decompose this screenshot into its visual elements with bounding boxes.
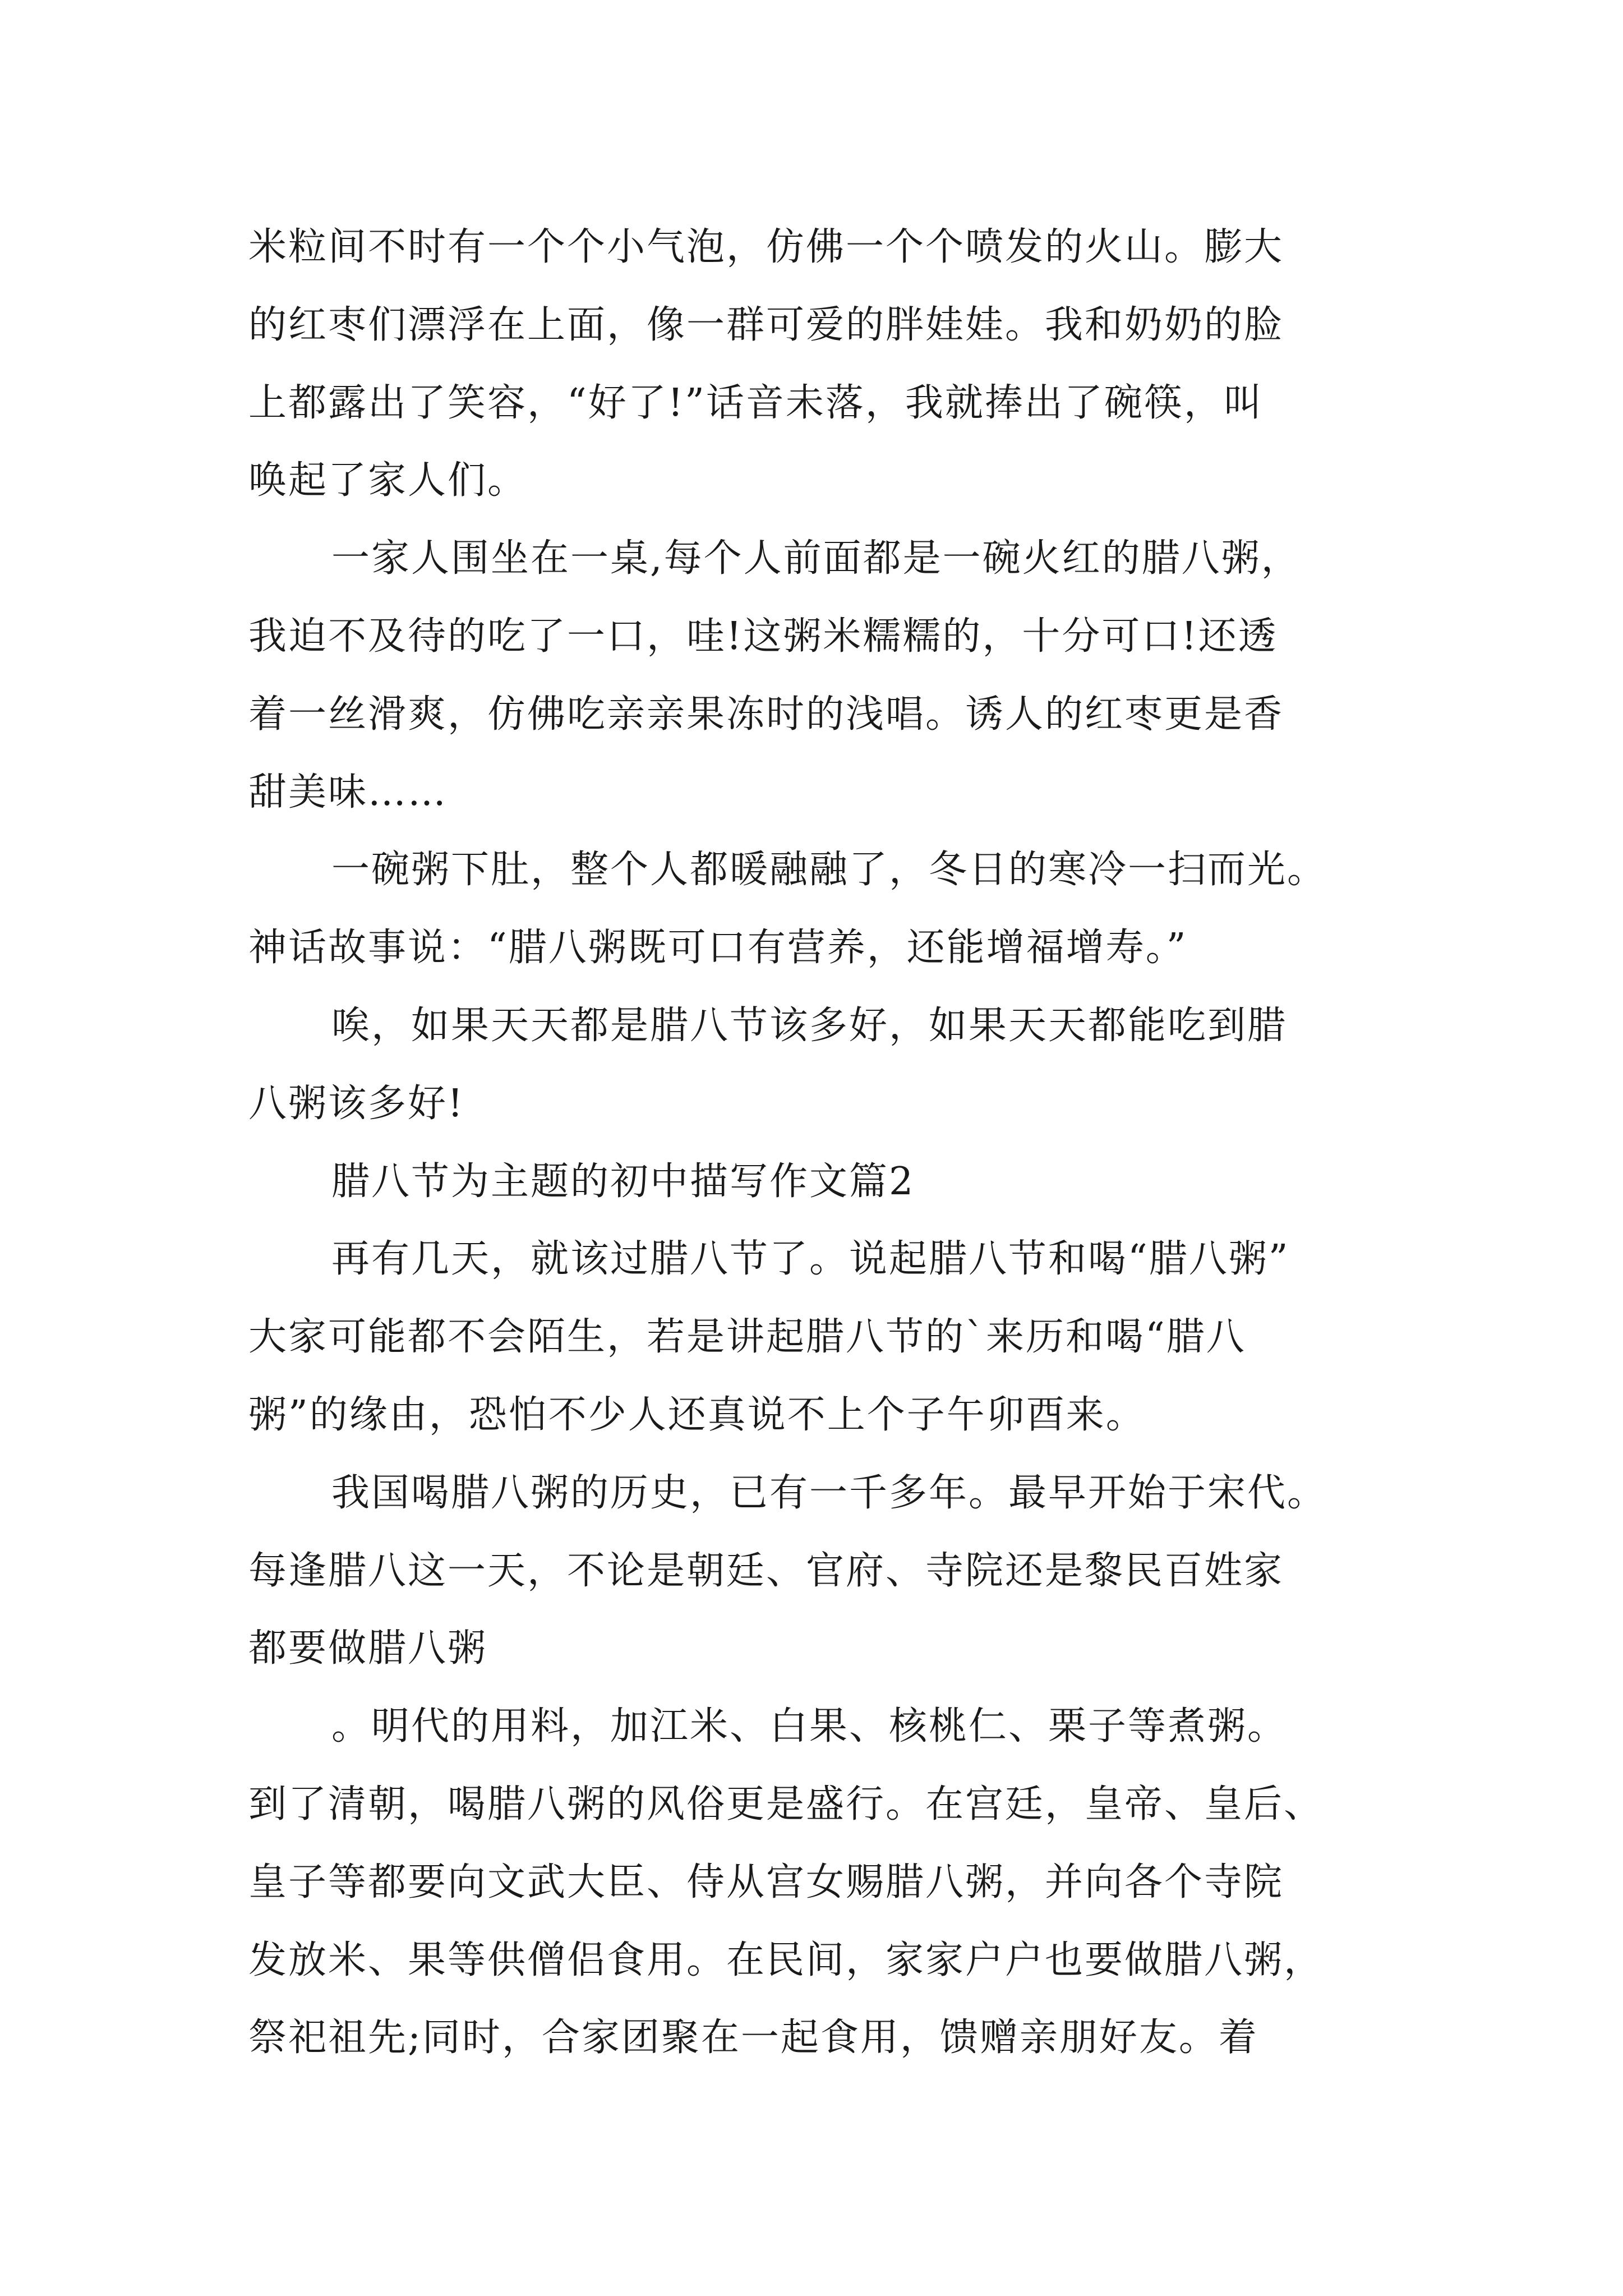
text-line: 唤起了家人们。 bbox=[248, 458, 528, 503]
section-heading: 腊八节为主题的初中描写作文篇2 bbox=[331, 1159, 915, 1204]
essay-body bbox=[248, 209, 1393, 2077]
text-line: 着一丝滑爽，仿佛吃亲亲果冻时的浅唱。诱人的红枣更是香 bbox=[248, 692, 1284, 737]
text-line: 我迫不及待的吃了一口，哇!这粥米糯糯的，十分可口!还透 bbox=[248, 614, 1278, 659]
text-line: 上都露出了笑容，“好了!”话音未落，我就捧出了碗筷，叫 bbox=[248, 380, 1264, 425]
text-line: 祭祀祖先;同时，合家团聚在一起食用，馈赠亲朋好友。着 bbox=[248, 2016, 1258, 2060]
text-line: 发放米、果等供僧侣食用。在民间，家家户户也要做腊八粥， bbox=[248, 1938, 1324, 1982]
paragraph-first-line: 一家人围坐在一桌,每个人前面都是一碗火红的腊八粥， bbox=[331, 536, 1301, 581]
text-line: 的红枣们漂浮在上面，像一群可爱的胖娃娃。我和奶奶的脸 bbox=[248, 302, 1284, 347]
text-line: 到了清朝，喝腊八粥的风俗更是盛行。在宫廷，皇帝、皇后、 bbox=[248, 1782, 1324, 1826]
text-line: 八粥该多好! bbox=[248, 1081, 465, 1126]
text-line: 神话故事说：“腊八粥既可口有营养，还能增福增寿。” bbox=[248, 926, 1188, 970]
paragraph-first-line: 。明代的用料，加江米、白果、核桃仁、栗子等煮粥。 bbox=[331, 1704, 1288, 1749]
paragraph-first-line: 再有几天，就该过腊八节了。说起腊八节和喝“腊八粥” bbox=[331, 1237, 1290, 1282]
paragraph-first-line: 我国喝腊八粥的历史，已有一千多年。最早开始于宋代。 bbox=[331, 1470, 1327, 1515]
paragraph-first-line: 唉，如果天天都是腊八节该多好，如果天天都能吃到腊 bbox=[331, 1003, 1288, 1048]
text-line: 米粒间不时有一个个小气泡，仿佛一个个喷发的火山。膨大 bbox=[248, 225, 1284, 269]
paragraph-first-line: 一碗粥下肚，整个人都暖融融了，冬日的寒冷一扫而光。 bbox=[331, 848, 1327, 892]
text-line: 皇子等都要向文武大臣、侍从宫女赐腊八粥，并向各个寺院 bbox=[248, 1860, 1284, 1904]
text-line: 都要做腊八粥 bbox=[248, 1626, 488, 1671]
text-line: 甜美味…… bbox=[248, 770, 448, 815]
text-line: 每逢腊八这一天，不论是朝廷、官府、寺院还是黎民百姓家 bbox=[248, 1548, 1284, 1593]
text-line: 大家可能都不会陌生，若是讲起腊八节的`来历和喝“腊八 bbox=[248, 1315, 1246, 1360]
text-line: 粥”的缘由，恐怕不少人还真说不上个子午卯酉来。 bbox=[248, 1392, 1146, 1437]
